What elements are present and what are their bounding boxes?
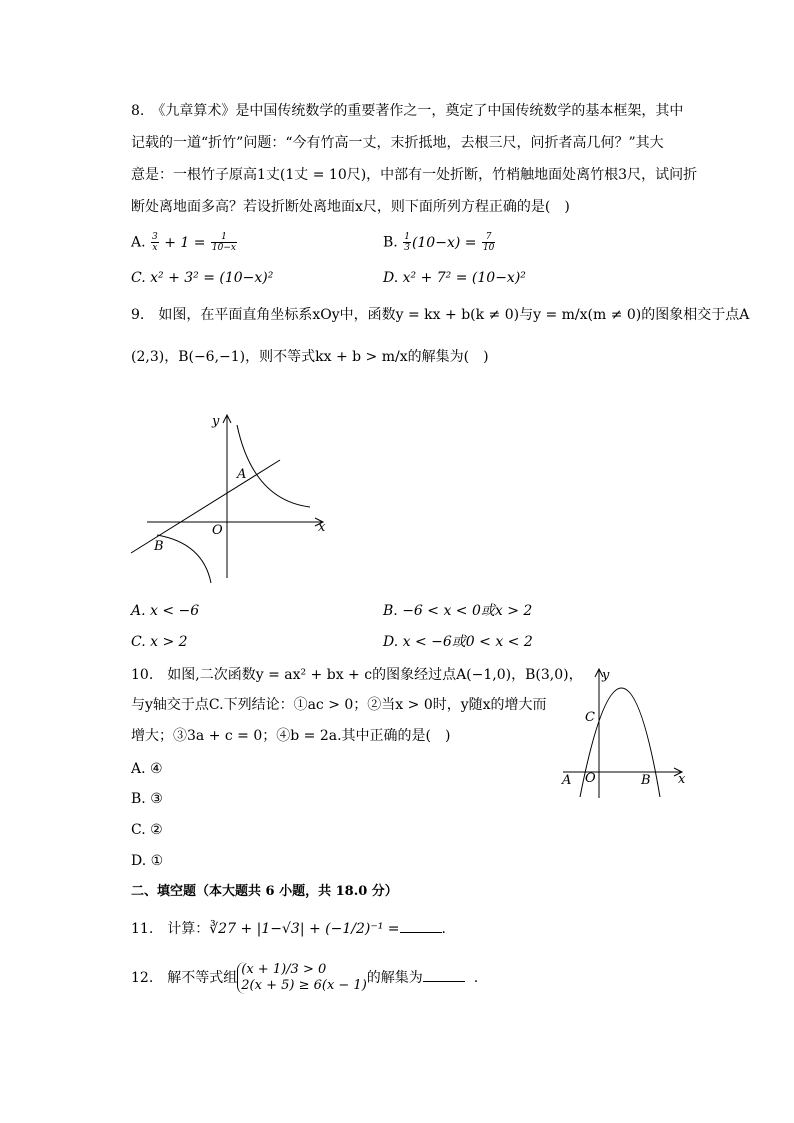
q12-system (237, 962, 367, 994)
q10-line-3: 增大；③3a + c = 0；④b = 2a.其中正确的是( ) (131, 728, 451, 744)
q9-hyperbola-left (157, 535, 211, 583)
q10-point-b-label: B (641, 773, 651, 788)
section-2-title: 二、填空题（本大题共 6 小题，共 18.0 分） (131, 884, 398, 899)
q9-y-label: y (212, 414, 220, 429)
q8-line-4: 断处离地面多高？若设折断处离地面x尺，则下面所列方程正确的是( ) (131, 199, 570, 215)
q11-suffix: . (441, 921, 446, 937)
q10-option-c[interactable]: C. ② (131, 822, 163, 838)
q8-line-1: 8. 《九章算术》是中国传统数学的重要著作之一，奠定了中国传统数学的基本框架，其中 (131, 103, 684, 119)
q8-option-a-expr: $\frac{3}{x}$ + 1 = $\frac{1}{10-x}$ (152, 232, 236, 253)
q9-line-2: (2,3)，B(−6,−1)，则不等式kx + b > m/x的解集为( ) (131, 349, 489, 365)
q10-line-2: 与y轴交于点C.下列结论：①ac > 0；②当x > 0时，y随x的增大而 (131, 697, 547, 713)
q11-answer-blank[interactable] (400, 918, 442, 933)
q8-option-c[interactable]: C. x² + 3² = (10−x)² (131, 270, 274, 286)
q10-option-a[interactable]: A. ④ (131, 761, 163, 777)
q9-x-label: x (318, 520, 326, 535)
q12-inequality-2: 2(x + 5) ≥ 6(x − 1) (241, 978, 367, 993)
q9-point-a-label: A (237, 467, 247, 482)
q10-x-label: x (678, 772, 686, 787)
q8-option-b-expr: $\frac{1}{3}$ (10−x) = $\frac{7}{10}$ (404, 232, 495, 253)
q8-option-b-letter: B. (383, 234, 398, 251)
q12-prefix: 12. 解不等式组 (131, 970, 238, 986)
q12-line (131, 958, 478, 998)
q10-point-c-label: C (585, 710, 595, 725)
q10-option-b[interactable]: B. ③ (131, 791, 163, 807)
q10-option-d[interactable]: D. ① (131, 853, 164, 869)
q9-hyperbola-right (237, 425, 310, 507)
q10-y-label: y (602, 668, 610, 683)
q8-option-a[interactable] (131, 232, 238, 253)
q12-suffix: 的解集为 (366, 970, 423, 986)
q10-line-1: 10. 如图,二次函数y = ax² + bx + c的图象经过点A(−1,0)，B(3,0)， (131, 667, 583, 683)
q12-end: . (473, 970, 479, 986)
q10-graph (557, 663, 697, 803)
q9-line-1: 9. 如图，在平面直角坐标系xOy中，函数y = kx + b(k ≠ 0)与y = m/x(m ≠ 0)的图象相交于点A (131, 307, 750, 323)
q12-inequality-1: (x + 1)/3 > 0 (241, 962, 327, 977)
q9-option-b[interactable]: B. −6 < x < 0或x > 2 (383, 603, 533, 619)
q8-line-2: 记载的一道“折竹”问题：“今有竹高一丈，末折抵地，去根三尺，问折者高几何？”其大 (131, 135, 664, 151)
q9-option-a[interactable]: A. x < −6 (131, 603, 200, 619)
q9-graph (125, 405, 335, 585)
q11-expr: ∛27 + |1−√3| + (−1/2)⁻¹ = (209, 921, 400, 937)
q12-answer-blank[interactable] (423, 967, 465, 982)
q9-point-b-label: B (154, 539, 164, 554)
q10-point-a-label: A (562, 773, 572, 788)
q9-option-d[interactable]: D. x < −6或0 < x < 2 (383, 634, 533, 650)
q9-origin-label: O (212, 523, 223, 538)
q11-line (131, 918, 446, 939)
q8-option-d[interactable]: D. x² + 7² = (10−x)² (383, 270, 526, 286)
q8-line-3: 意是：一根竹子原高1丈(1丈 = 10尺)，中部有一处折断，竹梢触地面处离竹根3尺，试问折 (131, 167, 698, 183)
q8-option-b[interactable] (383, 232, 496, 253)
q8-option-a-letter: A. (131, 234, 146, 251)
q11-prefix: 11. 计算： (131, 921, 210, 937)
q10-origin-label: O (585, 771, 596, 786)
q9-option-c[interactable]: C. x > 2 (131, 634, 188, 650)
